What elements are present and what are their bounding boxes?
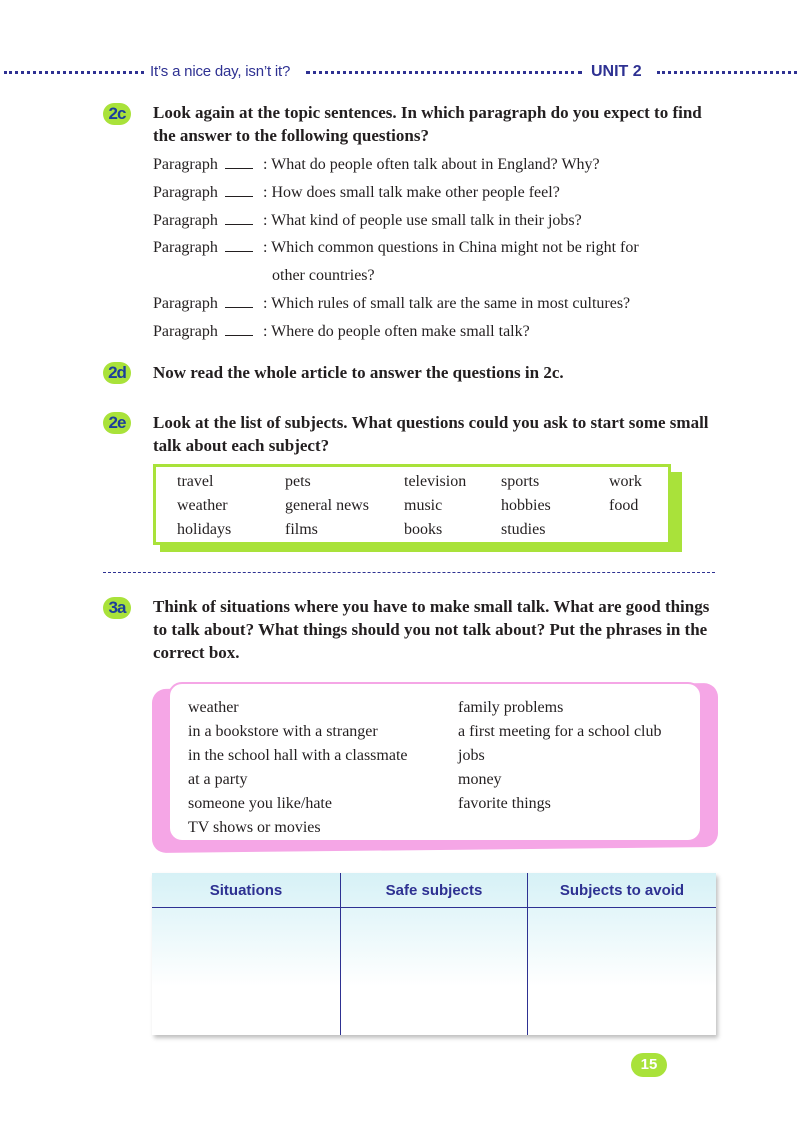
sorting-table <box>152 873 716 1035</box>
subject-item: general news <box>285 497 369 514</box>
paragraph-label: Paragraph <box>153 184 218 201</box>
paragraph-line-2 <box>153 182 253 204</box>
phrase-item: family problems <box>458 699 564 716</box>
phrase-item: at a party <box>188 771 248 788</box>
unit-label: UNIT 2 <box>591 63 642 80</box>
phrase-item: a first meeting for a school club <box>458 723 662 740</box>
table-header-safe-subjects: Safe subjects <box>385 882 483 899</box>
paragraph-label: Paragraph <box>153 323 218 340</box>
table-cell-subjects-to-avoid[interactable] <box>529 909 714 1033</box>
instruction-2c: Look again at the topic sentences. In which paragraph do you expect to find the answer to the following questions? <box>153 103 702 145</box>
answer-blank-6[interactable] <box>225 321 253 336</box>
subject-item: weather <box>177 497 228 514</box>
phrase-item: TV shows or movies <box>188 819 321 836</box>
question-1: : What do people often talk about in England? Why? <box>263 156 600 173</box>
phrase-item: money <box>458 771 502 788</box>
question-2: : How does small talk make other people feel? <box>263 184 560 201</box>
subject-item: television <box>404 473 467 490</box>
subject-item: travel <box>177 473 214 490</box>
question-6: : Where do people often make small talk? <box>263 323 530 340</box>
page-header <box>0 62 800 82</box>
paragraph-label: Paragraph <box>153 239 218 256</box>
paragraph-line-4 <box>153 237 253 259</box>
question-4-continued: other countries? <box>272 267 375 284</box>
unit-title: It’s a nice day, isn’t it? <box>150 63 291 80</box>
answer-blank-4[interactable] <box>225 237 253 252</box>
table-header-subjects-to-avoid: Subjects to avoid <box>559 882 685 899</box>
answer-blank-5[interactable] <box>225 293 253 308</box>
subject-item: hobbies <box>501 497 551 514</box>
subject-item: food <box>609 497 639 514</box>
paragraph-line-3 <box>153 210 253 232</box>
answer-blank-2[interactable] <box>225 182 253 197</box>
table-cell-situations[interactable] <box>154 909 338 1033</box>
paragraph-line-5 <box>153 293 253 315</box>
paragraph-label: Paragraph <box>153 212 218 229</box>
subject-item: work <box>609 473 642 490</box>
subject-item: studies <box>501 521 546 538</box>
exercise-badge-3a: 3a <box>103 597 131 619</box>
table-cell-safe-subjects[interactable] <box>342 909 525 1033</box>
phrase-item: in the school hall with a classmate <box>188 747 408 764</box>
subject-item: music <box>404 497 443 514</box>
subject-item: sports <box>501 473 540 490</box>
phrase-item: someone you like/hate <box>188 795 332 812</box>
question-5: : Which rules of small talk are the same in most cultures? <box>263 295 631 312</box>
subject-item: holidays <box>177 521 232 538</box>
section-divider <box>103 572 715 573</box>
instruction-2d: Now read the whole article to answer the questions in 2c. <box>153 363 564 382</box>
header-dots-left <box>4 71 144 74</box>
subject-item: books <box>404 521 443 538</box>
phrase-item: weather <box>188 699 239 716</box>
exercise-badge-2c: 2c <box>103 103 131 125</box>
table-column-rule <box>340 873 341 1035</box>
answer-blank-1[interactable] <box>225 154 253 169</box>
exercise-badge-2e: 2e <box>103 412 131 434</box>
page-number: 15 <box>631 1053 667 1077</box>
instruction-3a: Think of situations where you have to make small talk. What are good things to talk about? What things should you not talk about? Put the phrases in the correct box. <box>153 597 710 662</box>
paragraph-label: Paragraph <box>153 156 218 173</box>
phrase-item: favorite things <box>458 795 551 812</box>
header-dots-middle <box>306 71 582 74</box>
paragraph-line-1 <box>153 154 253 176</box>
paragraph-label: Paragraph <box>153 295 218 312</box>
table-header-rule <box>152 907 716 908</box>
phrase-item: jobs <box>458 747 485 764</box>
question-3: : What kind of people use small talk in their jobs? <box>263 212 582 229</box>
answer-blank-3[interactable] <box>225 210 253 225</box>
table-header-situations: Situations <box>209 882 283 899</box>
paragraph-line-6 <box>153 321 253 343</box>
subject-item: pets <box>285 473 311 490</box>
exercise-badge-2d: 2d <box>103 362 131 384</box>
phrase-item: in a bookstore with a stranger <box>188 723 378 740</box>
subject-item: films <box>285 521 318 538</box>
question-4: : Which common questions in China might not be right for <box>263 239 639 256</box>
instruction-2e: Look at the list of subjects. What questions could you ask to start some small talk about each subject? <box>153 413 709 455</box>
table-column-rule <box>527 873 528 1035</box>
header-dots-right <box>657 71 797 74</box>
